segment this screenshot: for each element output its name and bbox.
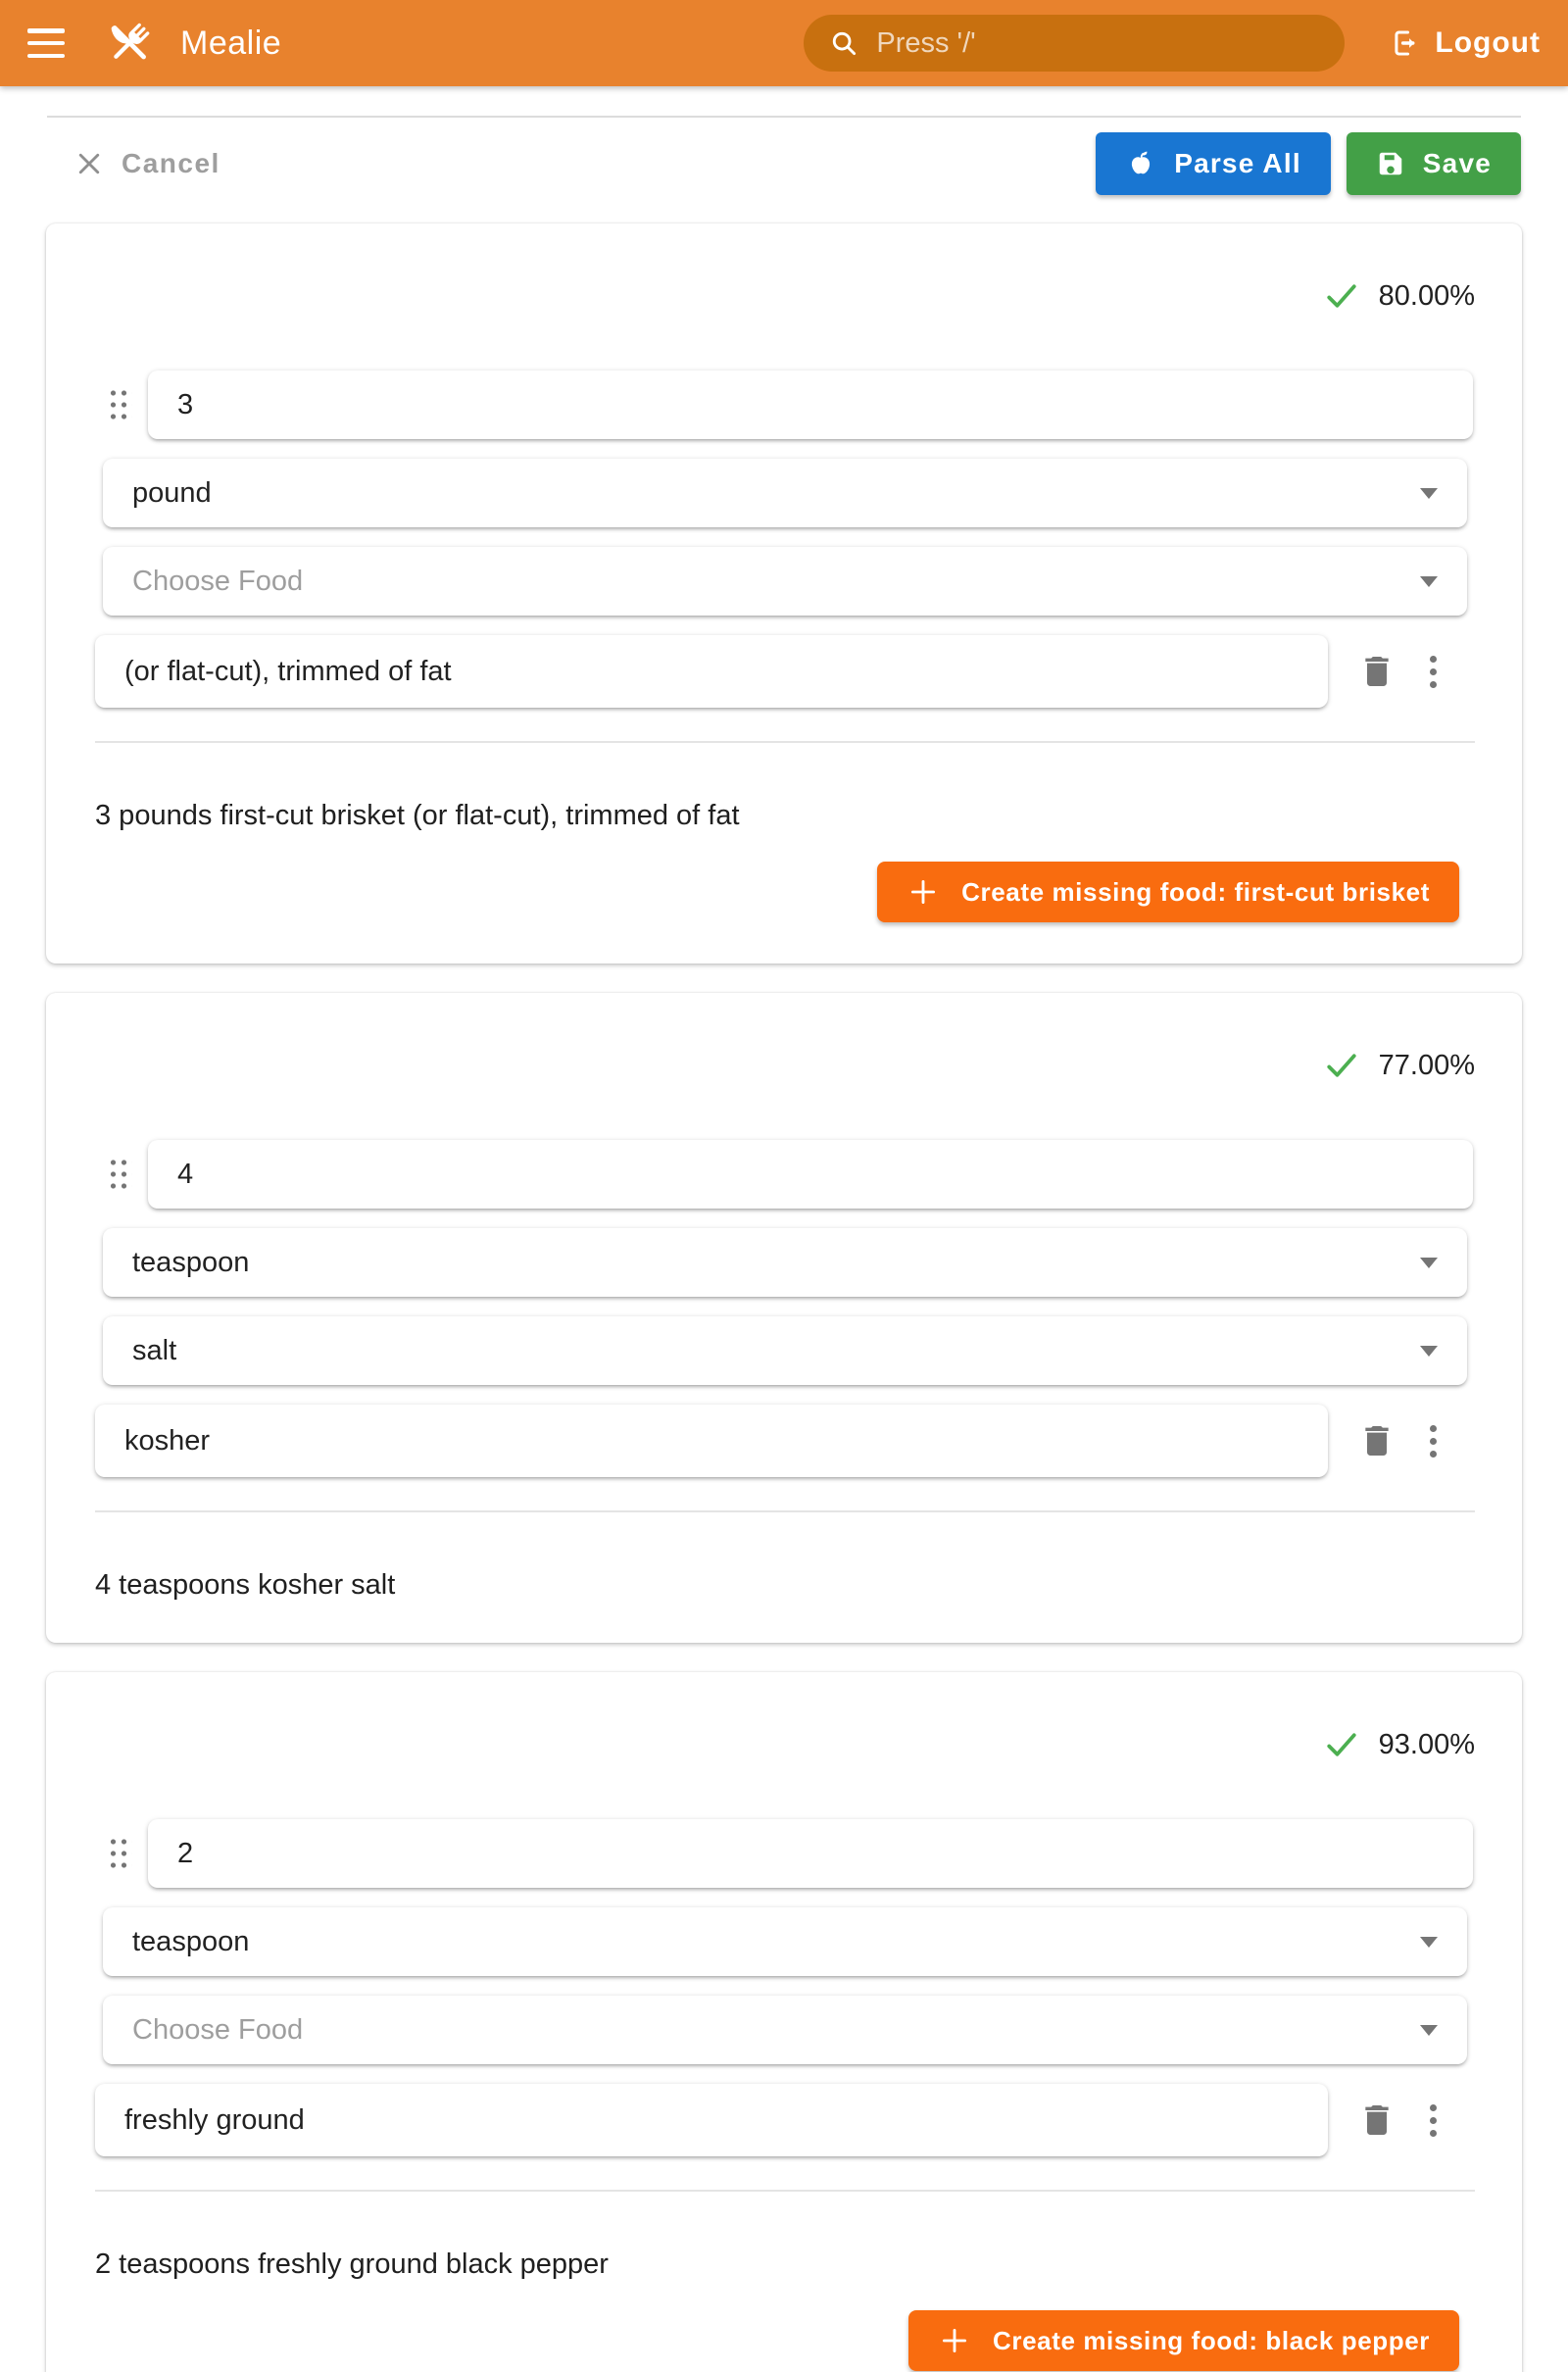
chevron-down-icon <box>1420 1346 1438 1357</box>
unit-select-value: teaspoon <box>132 1925 250 1957</box>
create-missing-food-button[interactable] <box>908 2310 1459 2371</box>
save-label: Save <box>1422 148 1492 178</box>
unit-select[interactable] <box>103 1228 1467 1297</box>
search-bar[interactable] <box>804 15 1345 72</box>
drag-handle-icon[interactable] <box>107 1156 132 1193</box>
card-divider <box>95 1510 1475 1512</box>
plus-icon <box>906 875 940 909</box>
quantity-value: 4 <box>177 1158 194 1190</box>
chevron-down-icon <box>1420 488 1438 499</box>
delete-button[interactable] <box>1357 1421 1396 1460</box>
apple-icon <box>1125 148 1156 179</box>
create-missing-food-button[interactable] <box>877 862 1459 922</box>
food-select-value: salt <box>132 1334 177 1366</box>
create-missing-food-label: Create missing food: black pepper <box>992 2325 1430 2355</box>
chevron-down-icon <box>1420 2025 1438 2036</box>
food-select[interactable] <box>103 1996 1467 2064</box>
check-icon <box>1324 1048 1359 1083</box>
drag-handle-icon[interactable] <box>107 386 132 423</box>
confidence-percent: 77.00% <box>1378 1049 1475 1081</box>
mealie-logo-icon <box>100 14 159 73</box>
original-ingredient-text: 4 teaspoons kosher salt <box>95 1569 396 1601</box>
create-missing-food-label: Create missing food: first-cut brisket <box>961 876 1430 907</box>
original-ingredient-text: 3 pounds first-cut brisket (or flat-cut), trimmed of fat <box>95 800 740 831</box>
plus-icon <box>938 2324 971 2357</box>
delete-button[interactable] <box>1357 652 1396 691</box>
more-options-button[interactable] <box>1426 652 1441 692</box>
note-row <box>95 635 1522 708</box>
check-icon <box>1324 1727 1359 1762</box>
note-row <box>95 2084 1522 2156</box>
parse-all-label: Parse All <box>1174 148 1301 178</box>
quantity-input[interactable] <box>148 1140 1473 1209</box>
food-select[interactable] <box>103 547 1467 616</box>
more-options-button[interactable] <box>1426 1421 1441 1461</box>
original-ingredient-text: 2 teaspoons freshly ground black pepper <box>95 2248 609 2280</box>
confidence-row <box>46 993 1522 1083</box>
card-divider <box>95 2190 1475 2192</box>
food-select[interactable] <box>103 1316 1467 1385</box>
confidence-percent: 80.00% <box>1378 279 1475 312</box>
menu-icon[interactable] <box>27 28 65 58</box>
note-value: freshly ground <box>124 2103 305 2136</box>
quantity-value: 2 <box>177 1837 194 1869</box>
quantity-row <box>107 371 1473 439</box>
card-divider <box>95 741 1475 743</box>
ingredient-card <box>46 993 1522 1643</box>
note-value: (or flat-cut), trimmed of fat <box>124 655 452 687</box>
cancel-button[interactable] <box>74 148 220 179</box>
note-value: kosher <box>124 1424 211 1457</box>
quantity-input[interactable] <box>148 371 1473 439</box>
search-input[interactable] <box>876 27 1319 60</box>
create-missing-row <box>46 2310 1459 2371</box>
parse-all-button[interactable] <box>1096 132 1331 195</box>
create-missing-row <box>46 862 1459 922</box>
food-select-value: Choose Food <box>132 2013 304 2046</box>
more-options-button[interactable] <box>1426 2100 1441 2141</box>
check-icon <box>1324 278 1359 314</box>
app-bar <box>0 0 1568 86</box>
logout-label: Logout <box>1435 26 1541 59</box>
unit-select[interactable] <box>103 459 1467 527</box>
unit-select-value: teaspoon <box>132 1246 250 1278</box>
quantity-row <box>107 1140 1473 1209</box>
parser-toolbar <box>74 129 1521 198</box>
save-button[interactable] <box>1347 132 1521 195</box>
note-input[interactable] <box>95 635 1328 708</box>
close-icon <box>74 149 104 178</box>
search-icon <box>829 28 858 58</box>
ingredient-card <box>46 1672 1522 2372</box>
save-icon <box>1376 149 1405 178</box>
ingredient-card <box>46 223 1522 964</box>
header-divider <box>47 116 1521 118</box>
cancel-label: Cancel <box>122 148 220 178</box>
chevron-down-icon <box>1420 1258 1438 1268</box>
confidence-percent: 93.00% <box>1378 1728 1475 1760</box>
ingredient-card-list <box>46 223 1522 2372</box>
quantity-row <box>107 1819 1473 1888</box>
confidence-row <box>46 1672 1522 1762</box>
unit-select[interactable] <box>103 1907 1467 1976</box>
quantity-value: 3 <box>177 388 194 420</box>
delete-button[interactable] <box>1357 2100 1396 2140</box>
confidence-row <box>46 223 1522 314</box>
note-input[interactable] <box>95 2084 1328 2156</box>
note-input[interactable] <box>95 1405 1328 1477</box>
unit-select-value: pound <box>132 476 212 509</box>
drag-handle-icon[interactable] <box>107 1835 132 1872</box>
food-select-value: Choose Food <box>132 565 304 597</box>
quantity-input[interactable] <box>148 1819 1473 1888</box>
app-title: Mealie <box>180 24 282 62</box>
note-row <box>95 1405 1522 1477</box>
chevron-down-icon <box>1420 576 1438 587</box>
logout-icon <box>1388 26 1421 60</box>
chevron-down-icon <box>1420 1937 1438 1948</box>
logout-button[interactable] <box>1388 26 1541 60</box>
